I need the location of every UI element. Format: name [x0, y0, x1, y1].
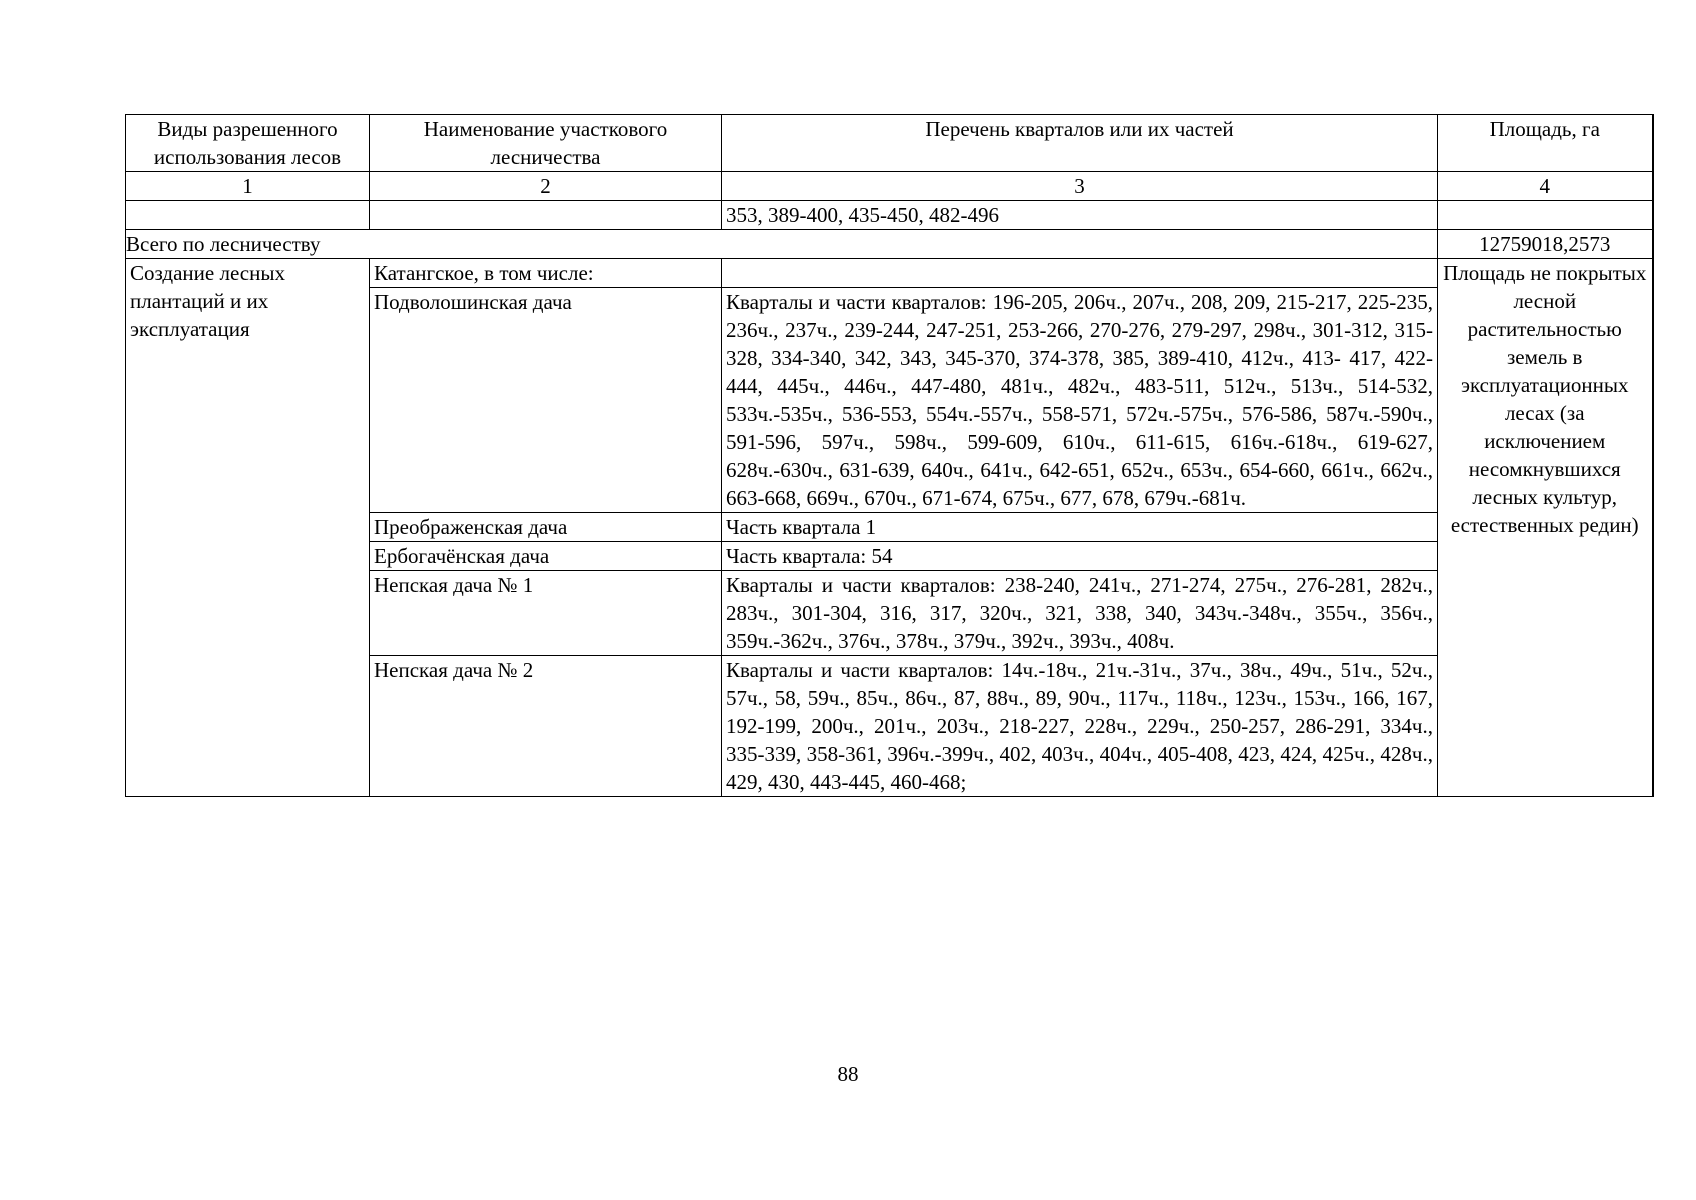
column-number-3: 3	[722, 172, 1438, 201]
forestry-group-quarters-cell	[722, 259, 1438, 288]
dacha-quarters: Кварталы и части кварталов: 238-240, 241ч., 271-274, 275ч., 276-281, 282ч., 283ч., 301-304, 316, 317, 320ч., 321, 338, 340, 343ч.-348ч., 355ч., 356ч., 359ч.-362ч., 376ч., 378ч., 379ч., 392ч., 393ч., 408ч.	[722, 571, 1438, 656]
continuation-forestry-cell	[370, 201, 722, 230]
dacha-quarters: Часть квартала: 54	[722, 542, 1438, 571]
continuation-quarters: 353, 389-400, 435-450, 482-496	[722, 201, 1438, 230]
continuation-area-cell	[1438, 201, 1653, 230]
total-area: 12759018,2573	[1438, 230, 1653, 259]
header-area: Площадь, га	[1438, 115, 1653, 172]
total-row	[126, 230, 1653, 259]
column-number-2: 2	[370, 172, 722, 201]
header-forestry-name: Наименование участкового лесничества	[370, 115, 722, 172]
dacha-name: Непская дача № 1	[370, 571, 722, 656]
continuation-usage-cell	[126, 201, 370, 230]
total-label: Всего по лесничеству	[126, 230, 1438, 259]
dacha-name: Подволошинская дача	[370, 288, 722, 513]
header-quarters-list: Перечень кварталов или их частей	[722, 115, 1438, 172]
dacha-quarters: Кварталы и части кварталов: 196-205, 206ч., 207ч., 208, 209, 215-217, 225-235, 236ч., 237ч., 239-244, 247-251, 253-266, 270-276, 279-297, 298ч., 301-312, 315-328, 334-340, 342, 343, 345-370, 374-378, 385, 389-410, 412ч., 413- 417, 422-444, 445ч., 446ч., 447-480, 481ч., 482ч., 483-511, 512ч., 513ч., 514-532, 533ч.-535ч., 536-553, 554ч.-557ч., 558-571, 572ч.-575ч., 576-586, 587ч.-590ч., 591-596, 597ч., 598ч., 599-609, 610ч., 611-615, 616ч.-618ч., 619-627, 628ч.-630ч., 631-639, 640ч., 641ч., 642-651, 652ч., 653ч., 654-660, 661ч., 662ч., 663-668, 669ч., 670ч., 671-674, 675ч., 677, 678, 679ч.-681ч.	[722, 288, 1438, 513]
dacha-quarters: Часть квартала 1	[722, 513, 1438, 542]
dacha-name: Преображенская дача	[370, 513, 722, 542]
forestry-group-label: Катангское, в том числе:	[370, 259, 722, 288]
forest-use-table	[125, 114, 1654, 797]
column-number-1: 1	[126, 172, 370, 201]
column-number-4: 4	[1438, 172, 1653, 201]
area-note-cell: Площадь не покрытых лесной растительностью земель в эксплуатационных лесах (за исключением несомкнувшихся лесных культур, естественных редин)	[1438, 259, 1653, 797]
dacha-name: Ербогачёнская дача	[370, 542, 722, 571]
dacha-quarters: Кварталы и части кварталов: 14ч.-18ч., 21ч.-31ч., 37ч., 38ч., 49ч., 51ч., 52ч., 57ч., 58, 59ч., 85ч., 86ч., 87, 88ч., 89, 90ч., 117ч., 118ч., 123ч., 153ч., 166, 167, 192-199, 200ч., 201ч., 203ч., 218-227, 228ч., 229ч., 250-257, 286-291, 334ч., 335-339, 358-361, 396ч.-399ч., 402, 403ч., 404ч., 405-408, 423, 424, 425ч., 428ч., 429, 430, 443-445, 460-468;	[722, 656, 1438, 797]
header-usage-type: Виды разрешенного использования лесов	[126, 115, 370, 172]
forestry-group-row	[126, 259, 1653, 288]
header-row	[126, 115, 1653, 172]
column-numbers-row	[126, 172, 1653, 201]
page-number: 88	[837, 1062, 859, 1086]
usage-type-cell: Создание лесных плантаций и их эксплуатация	[126, 259, 370, 797]
dacha-name: Непская дача № 2	[370, 656, 722, 797]
continuation-row	[126, 201, 1653, 230]
